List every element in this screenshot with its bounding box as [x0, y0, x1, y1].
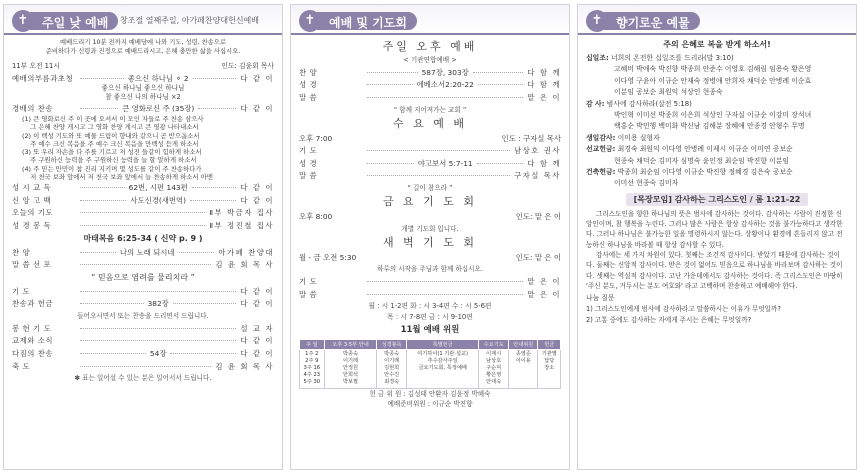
hymn-line: 저 천국 보좌 앞에서 저 천국 보좌 앞에서 늘 찬송하게 하소서 아멘: [22, 173, 213, 182]
order-row: [299, 170, 561, 183]
questions-label: 나눔 질문: [586, 294, 615, 303]
duty-cell: 1주 2 2주 9 3주 16 4주 23 5주 30: [300, 349, 325, 388]
services-body: [299, 39, 561, 465]
offering-label: 건축헌금:: [586, 168, 616, 177]
offering-line: [586, 87, 848, 98]
order-row: [12, 246, 274, 259]
dotted-leader: [478, 84, 524, 85]
offering-names: 너희의 온전한 십일조를 드리라(말 3:10): [610, 54, 734, 62]
offerings-body: [586, 39, 848, 465]
dotted-leader: [80, 200, 126, 201]
order-row: [12, 207, 274, 220]
duty-table: [299, 339, 561, 389]
offering-line: [586, 76, 848, 87]
order-label: 찬송과 헌금: [12, 299, 54, 309]
friday-prayer-title: 금 요 기 도 회: [382, 195, 478, 209]
offering-names: 백홍순 박민행 백미화 박신남 김해분 장혜애 안종경 안형수 무명: [614, 122, 805, 131]
order-value: 나의 노래 되시네: [119, 247, 175, 257]
service-time-row: [12, 59, 274, 72]
order-row: [12, 347, 274, 360]
order-label: 기 도: [299, 146, 318, 156]
dawn-prayer-title: 새 벽 기 도 회: [382, 235, 478, 249]
order-responsible: 맡 은 이: [527, 92, 561, 102]
duty-header-cell: 오후 3·5부 안내: [324, 339, 377, 349]
footer-note: ✽ 표는 일어설 수 있는 분은 일어서서 드립니다.: [74, 374, 212, 383]
panel-header: [578, 5, 856, 35]
order-row: [12, 285, 274, 298]
dotted-leader: [367, 175, 510, 176]
dotted-leader: [193, 78, 237, 79]
order-responsible: 다 함 께: [527, 158, 561, 168]
dotted-leader: [367, 84, 413, 85]
afternoon-service-title: 주일 오후 예배: [382, 40, 478, 53]
header-bar: [604, 12, 700, 30]
order-value: 사도신경(새번역): [130, 195, 187, 205]
dotted-leader: [367, 72, 418, 73]
wednesday-service-title: 수 요 예 배: [393, 116, 467, 130]
dotted-leader: [367, 163, 414, 164]
header-bar: [30, 12, 118, 30]
offering-names: 이미선 현종숙 김미자: [614, 179, 679, 188]
duty-cell: 박종숙 이기례 김현희 안수진 최경숙: [377, 349, 407, 388]
dotted-leader: [80, 78, 124, 79]
order-responsible: 구자실 목사: [513, 171, 561, 181]
friday-leader: 인도: 맡 은 이: [515, 211, 561, 221]
dawn-note: 하루의 시작을 주님과 함께 하십시오.: [376, 265, 484, 274]
order-row: [12, 298, 274, 311]
order-label: 성 경 봉 독: [12, 220, 52, 230]
dotted-leader: [473, 72, 524, 73]
order-responsible: 다 같 이: [240, 336, 274, 346]
offering-line: [586, 64, 848, 75]
offering-list: [586, 53, 848, 190]
order-responsible: 다 같 이: [240, 73, 274, 83]
order-responsible: Ⅱ부 박금자 집사: [209, 208, 274, 218]
order-row: [299, 66, 561, 79]
order-label: 다짐의 찬송: [12, 349, 54, 359]
afternoon-theme: “ 함께 지어져가는 교회 ”: [393, 105, 467, 114]
order-label: 신 앙 고 백: [12, 195, 52, 205]
order-row: [299, 157, 561, 170]
prep-committee: 예배준비위원 : 이규순 박진향: [387, 399, 473, 408]
dotted-leader: [80, 212, 205, 213]
wednesday-time: 오후 7:00: [299, 133, 333, 143]
dotted-leader: [80, 252, 116, 253]
sermon-title: “ 믿음으로 염려를 물리치라 ”: [91, 272, 195, 282]
dotted-leader: [80, 340, 236, 341]
order-row: [12, 360, 274, 373]
order-group: [12, 322, 274, 372]
order-row: [12, 219, 274, 232]
dotted-leader: [367, 294, 523, 295]
dawn-schedule: 월 : 시 1-2편 화 : 시 3-4편 수 : 시 5-6편: [368, 301, 492, 310]
order-row: [299, 144, 561, 157]
offering-line: [586, 133, 848, 144]
wednesday-leader: 인도 : 구자실 목사: [501, 133, 561, 143]
dotted-leader: [80, 108, 118, 109]
order-row: [12, 72, 274, 85]
dove-icon: ✝: [12, 10, 34, 32]
order-responsible: 다 함 께: [527, 67, 562, 77]
order-responsible: Ⅱ부 정진철 집사: [209, 220, 274, 230]
order-label: 말 씀: [299, 289, 318, 299]
order-label: 성 경: [299, 80, 318, 90]
dotted-leader: [80, 328, 236, 329]
afternoon-service-sub: < 기관연합예배 >: [403, 56, 457, 64]
order-responsible: 설 교 자: [240, 323, 274, 333]
hymn-lyrics: [12, 115, 274, 181]
duty-header-row: [300, 339, 561, 349]
table-row: [300, 349, 561, 388]
devotion-paragraph: 그리스도인을 향한 하나님의 뜻은 범사에 감사하는 것이다. 감사하는 사람이 진정한 신앙인이며, 참 행복을 누린다. 그러나 많은 사람은 항상 감사하는 것을 불가능하다고 생각한다. 그러나 하나님은 불가능한 일을 명령하시지 않는다. 상황이나 환경에 흔들리지 않고 전능하신 하나님을 바라볼 때 항상 감사할 수 있다.: [586, 209, 843, 249]
sunday-service-body: [12, 39, 274, 465]
scripture-reference: 마태복음 6:25-34 ( 신약 p. 9 ): [83, 233, 203, 243]
order-responsible: 남상호 권사: [513, 146, 561, 156]
hymn-line: (1) 큰 영화로신 주 이 곳에 오셔서 이 모인 자들로 주 찬송 삼으사: [22, 114, 204, 123]
order-responsible: 다 같 이: [240, 104, 275, 114]
wednesday-time-row: [299, 132, 561, 145]
duty-header-cell: 주 일: [300, 339, 325, 349]
intro-line: 예배드리기 10분 전까지 예배당에 나와 기도, 성령, 찬송으로: [60, 39, 226, 46]
order-label: 경배의 찬송: [12, 104, 54, 114]
order-responsible: 다 같 이: [240, 349, 275, 359]
order-value: 에베소서2:20-22: [416, 80, 474, 90]
offering-names: 이다영 구윤아 이규순 안재숙 정병애 안희자 채덕순 안병례 이순효: [614, 76, 812, 85]
duty-header-cell: 수요기도: [479, 339, 509, 349]
question-2: 2) 고통 중에도 감사하는 자에게 주시는 은혜는 무엇일까?: [586, 316, 752, 325]
afternoon-order: [299, 66, 561, 104]
dotted-leader: [477, 163, 524, 164]
dotted-leader: [367, 97, 523, 98]
order-group: [12, 72, 274, 115]
offering-line: [586, 167, 848, 178]
dotted-leader: [173, 303, 237, 304]
order-group: [12, 181, 274, 231]
dotted-leader: [80, 291, 236, 292]
order-responsible: 맡 은 이: [527, 289, 561, 299]
offering-names: 고혜비 박애숙 박진향 박종희 안준수 이영호 김해림 임용숙 황은영: [614, 65, 812, 74]
hymn-line: (4) 주 믿는 만민이 참 진리 지키며 몇 성도를 같이 주 찬송하다가: [22, 164, 202, 173]
panel-title: 향기로운 예물: [616, 16, 690, 30]
hymn-line: 참 좋으신 나의 하나님 ×2: [105, 93, 181, 102]
order-value: 382장: [147, 299, 169, 309]
dotted-leader: [80, 187, 125, 188]
duty-cell: 여기하이(1 기관·설교) 추수감사주일 금요기도회, 특정예배: [406, 349, 479, 388]
order-row: [12, 194, 274, 207]
wednesday-order: [299, 144, 561, 182]
offering-names: 박종희 최순임 이다영 이규순 박진향 정혜경 김은숙 공보순: [617, 168, 793, 177]
duty-cell: 기관별 답당 장소: [538, 349, 561, 388]
panel-title: 예배 및 기도회: [329, 16, 407, 30]
order-label: 말 씀: [299, 92, 318, 102]
order-group: [12, 246, 274, 271]
panel-offerings: [577, 4, 857, 470]
order-row: [299, 91, 561, 104]
friday-sub: 개별 기도회 입니다.: [401, 224, 459, 233]
order-label: 봉 헌 기 도: [12, 323, 52, 333]
dawn-leader: 인도: 맡 은 이: [515, 252, 561, 262]
hymn-line: 좋으신 하나님 좋으신 하나님: [101, 84, 185, 93]
order-responsible: 맡 은 이: [527, 277, 561, 287]
order-group: [12, 285, 274, 310]
intro-text: [12, 39, 274, 56]
dotted-leader: [198, 108, 236, 109]
friday-time-row: [299, 210, 561, 223]
dotted-leader: [80, 303, 144, 304]
offering-line: [586, 178, 848, 189]
order-label: 말 씀 선 포: [12, 260, 52, 270]
duty-header-cell: 성경봉독: [377, 339, 407, 349]
offering-label: 감 사:: [586, 99, 605, 108]
offering-names: 최경숙 최원익 이다영 안병례 이제시 이규순 이미연 공보순: [617, 145, 793, 154]
panel-header: [4, 5, 282, 35]
dove-icon: ✝: [299, 10, 321, 32]
order-value: 54장: [149, 349, 167, 359]
service-time: 11부 오전 11시: [12, 62, 60, 71]
order-label: 예배의부름과초청: [12, 73, 74, 83]
dotted-leader: [80, 353, 146, 354]
order-value: 야고보서 5:7-11: [417, 158, 473, 168]
offering-names: 박인혁 이미선 박종희 이은희 석상인 구자실 이규순 이강미 장석녀: [614, 111, 812, 120]
wednesday-theme: “ 길이 참으라 ”: [407, 184, 453, 193]
dawn-schedule: 목 : 시 7-8편 금 : 시 9-10편: [387, 312, 473, 321]
panel-subtitle: 창조절 열째주일, 아가페찬양대헌신예배: [120, 16, 260, 25]
order-responsible: 김 윤 회 목 사: [215, 361, 274, 371]
panel-header: [291, 5, 569, 35]
intro-line: 준비하다가 신령과 진정으로 예배드리시고, 은혜 충만한 삶을 사십시오.: [45, 47, 241, 55]
hymn-line: 그 은혜 찬양 게시고 그 영화 찬양 게시고 큰 영광 나타내소서: [22, 123, 199, 132]
order-label: 말 씀: [299, 171, 318, 181]
panel-services-prayer: [290, 4, 570, 470]
order-label: 축 도: [12, 361, 31, 371]
panel-sunday-service: [3, 4, 283, 470]
dotted-leader: [367, 281, 523, 282]
dotted-leader: [80, 264, 211, 265]
order-responsible: 다 같 이: [240, 286, 274, 296]
order-responsible: 다 같 이: [240, 299, 274, 309]
offering-label: 십일조:: [586, 54, 609, 62]
offering-line: [586, 99, 848, 110]
question-1: 1) 그리스도인에게 범사에 감사하라고 말씀하시는 이유가 무엇일까?: [586, 305, 781, 314]
duty-header-cell: 헌금: [538, 339, 561, 349]
offering-committee: 헌 금 위 원 : 김성태 안환자 김윤정 박혜숙: [369, 389, 491, 398]
dotted-leader: [80, 225, 205, 226]
offering-line: [586, 110, 848, 121]
order-label: 기 도: [299, 277, 318, 287]
order-label: 기 도: [12, 286, 31, 296]
duty-body: [300, 349, 561, 388]
dotted-leader: [192, 187, 237, 188]
hymn-line: (3) 또 우리 자손을 다 주를 기르고 저 성전 들같이 힘하게 하소서: [22, 148, 202, 157]
order-row: [299, 79, 561, 92]
order-responsible: 다 같 이: [240, 195, 274, 205]
order-row: [12, 258, 274, 271]
dove-icon: ✝: [586, 10, 608, 32]
order-label: 성 경: [299, 158, 318, 168]
dawn-order: [299, 275, 561, 300]
dotted-leader: [80, 366, 211, 367]
offering-names: 이미용 실형자: [617, 133, 660, 142]
offering-line: [586, 121, 848, 132]
offering-note: 들어오시면서 또는 찬송을 드리면서 드립니다.: [77, 312, 209, 321]
offering-label: 선교헌금:: [586, 145, 616, 154]
order-value: 587장, 303장: [421, 67, 469, 77]
offering-names: 범사에 감사하라(살전 5:18): [606, 99, 692, 108]
order-responsible: 아가페 찬양대: [218, 247, 274, 257]
hymn-line: (2) 이 백성 기도와 또 예물 드림이 향내와 같으니 곧 받으옵소서: [22, 131, 200, 140]
service-leader: 인도: 김윤회 목사: [221, 62, 274, 71]
offering-names: 이분임 공보순 최원익 석상인 현종숙: [614, 88, 723, 97]
offering-line: [586, 53, 848, 64]
order-responsible: 다 함 께: [527, 80, 562, 90]
header-bar: [317, 12, 417, 30]
hymn-line: 주 예수 크신 복음을 주 예수 크신 복음을 만백성 듣게 하소서: [22, 139, 199, 148]
order-value: 좋으신 하나님 ⚬ 2: [127, 73, 189, 83]
dotted-leader: [367, 150, 510, 151]
offering-line: [586, 144, 848, 155]
devotion-title: [목장모임] 감사하는 그리스도인 / 롬 1:21-22: [626, 193, 809, 206]
order-row: [299, 288, 561, 301]
offering-heading: 주의 은혜로 복을 받게 하소서!: [663, 40, 771, 49]
order-value: 62번, 시편 143편: [128, 183, 188, 193]
offering-names: 현종숙 채덕순 김미자 심명숙 윤인정 최순임 박진향 이분임: [614, 156, 790, 165]
order-row: [12, 181, 274, 194]
dawn-time-row: [299, 251, 561, 264]
devotion-paragraph: 감사에는 세 가지 차원이 있다. 첫째는 조건적 감사이다. 받았기 때문에 감사하는 것이다. 둘째는 신앙적 감사이다. 받은 것이 없어도 믿음으로 하나님을 바라보며 감사하는 것이다. 셋째는 역설적 감사이다. 고난 가운데에서도 감사하는 것이다. 즉 그리스도인은 마땅히 '주신 분도, 거두시는 분도 여호와' 라고 고백하며 찬송하고 예배해야 한다.: [586, 251, 843, 290]
duty-header-cell: 특별헌금: [406, 339, 479, 349]
order-row: [12, 322, 274, 335]
dotted-leader: [170, 353, 236, 354]
panel-title: 주일 낮 예배: [42, 16, 109, 30]
order-row: [12, 335, 274, 348]
order-label: 찬 양: [299, 67, 318, 77]
order-responsible: 김 윤 회 목 사: [215, 260, 274, 270]
dotted-leader: [179, 252, 215, 253]
order-label: 성 시 교 독: [12, 183, 52, 193]
duty-cell: 박종숙 이기례 안정원 안희석 박보필: [324, 349, 377, 388]
order-responsible: 다 같 이: [240, 183, 274, 193]
duty-cell: 이제시 남상호 구순덕 황은영 안대숙: [479, 349, 509, 388]
order-label: 찬 양: [12, 247, 31, 257]
friday-time: 오후 8:00: [299, 211, 333, 221]
order-label: 교제와 소식: [12, 336, 54, 346]
duty-title: 11월 예배 위원: [400, 324, 460, 335]
order-value: 큰 영화로신 주 (35장): [122, 104, 195, 114]
offering-label: 생일감사:: [586, 133, 616, 142]
order-row: [12, 102, 274, 115]
dotted-leader: [190, 200, 236, 201]
offering-line: [586, 156, 848, 167]
hymn-line: 주 구원하신 능력을 주 구원하신 능력을 늘 할 말하게 하소서: [22, 156, 197, 165]
duty-header-cell: 안내위원: [508, 339, 538, 349]
order-label: 오늘의 기도: [12, 208, 54, 218]
duty-cell: 종영준 이이용: [508, 349, 538, 388]
order-row: [299, 275, 561, 288]
dawn-time: 월 - 금 오전 5:30: [299, 252, 357, 262]
